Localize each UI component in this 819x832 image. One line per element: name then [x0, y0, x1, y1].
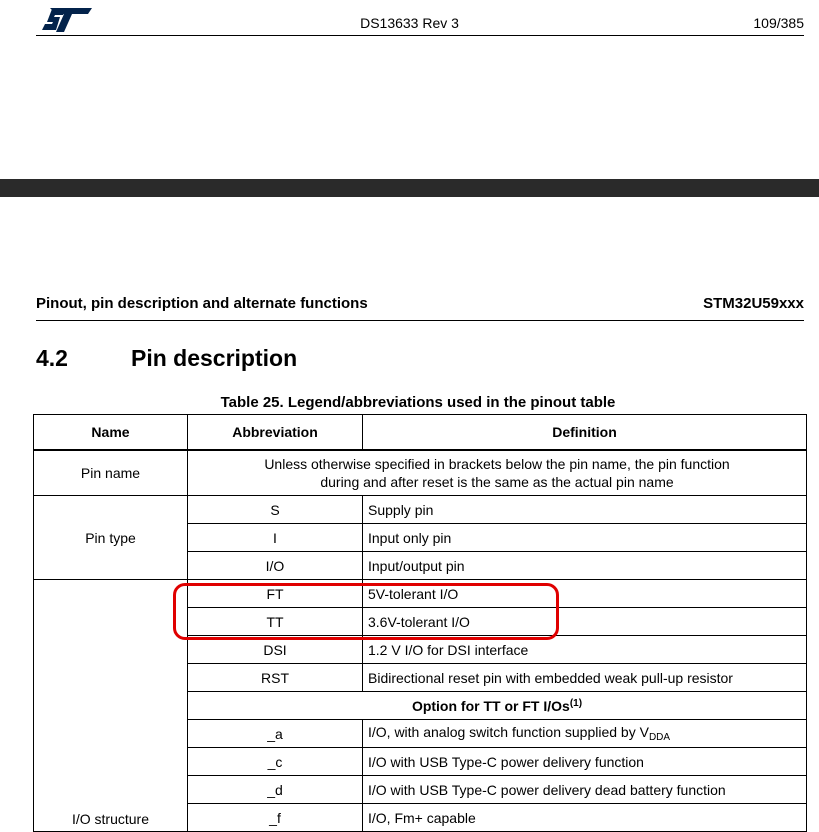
definition-cell: 3.6V-tolerant I/O	[363, 608, 807, 636]
abbr-cell: I	[188, 524, 363, 552]
header-name: Name	[34, 415, 188, 451]
header-definition: Definition	[363, 415, 807, 451]
definition-cell: 1.2 V I/O for DSI interface	[363, 636, 807, 664]
doc-id: DS13633 Rev 3	[360, 15, 459, 31]
definition-cell: 5V-tolerant I/O	[363, 580, 807, 608]
page-number: 109/385	[753, 15, 804, 31]
definition-cell: Bidirectional reset pin with embedded weak pull-up resistor	[363, 664, 807, 692]
abbr-cell: RST	[188, 664, 363, 692]
product-name: STM32U59xxx	[703, 295, 804, 312]
abbr-cell: _a	[188, 720, 363, 748]
page-break-band	[0, 179, 819, 197]
abbr-cell: _f	[188, 804, 363, 832]
header-abbreviation: Abbreviation	[188, 415, 363, 451]
row-name-io-structure: I/O structure	[34, 580, 188, 832]
abbr-cell: I/O	[188, 552, 363, 580]
definition-cell: Input/output pin	[363, 552, 807, 580]
header-divider	[36, 35, 804, 36]
row-name-pin-name: Pin name	[34, 450, 188, 496]
option-header-cell	[188, 692, 807, 720]
abbr-cell: _c	[188, 748, 363, 776]
section-title: Pinout, pin description and alternate functions	[36, 295, 368, 312]
definition-cell: I/O with USB Type-C power delivery function	[363, 748, 807, 776]
pin-name-line1: Unless otherwise specified in brackets below the pin name, the pin function	[264, 456, 730, 472]
table-row	[34, 496, 807, 524]
abbr-cell: _d	[188, 776, 363, 804]
option-header-text: Option for TT or FT I/Os	[411, 697, 570, 714]
abbr-cell: S	[188, 496, 363, 524]
definition-cell: I/O with USB Type-C power delivery dead battery function	[363, 776, 807, 804]
heading-number: 4.2	[36, 345, 68, 371]
subscript: DDA	[648, 732, 671, 743]
footnote-ref: (1)	[569, 697, 583, 709]
table-row	[34, 450, 807, 496]
definition-text: I/O, with analog switch function supplied by V	[368, 724, 649, 740]
definition-cell: Supply pin	[363, 496, 807, 524]
row-name-pin-type: Pin type	[34, 496, 188, 580]
section-divider	[36, 320, 804, 321]
abbr-cell: DSI	[188, 636, 363, 664]
pin-name-definition	[188, 450, 807, 496]
abbr-cell: TT	[188, 608, 363, 636]
definition-cell	[363, 720, 807, 748]
definition-cell: I/O, Fm+ capable	[363, 804, 807, 832]
heading-title: Pin description	[131, 345, 298, 371]
table-caption: Table 25. Legend/abbreviations used in the pinout table	[220, 394, 616, 411]
pin-name-line2: during and after reset is the same as the actual pin name	[320, 474, 674, 490]
abbr-cell: FT	[188, 580, 363, 608]
definition-cell: Input only pin	[363, 524, 807, 552]
highlight-annotation	[173, 583, 559, 640]
table-header-row	[34, 415, 807, 451]
